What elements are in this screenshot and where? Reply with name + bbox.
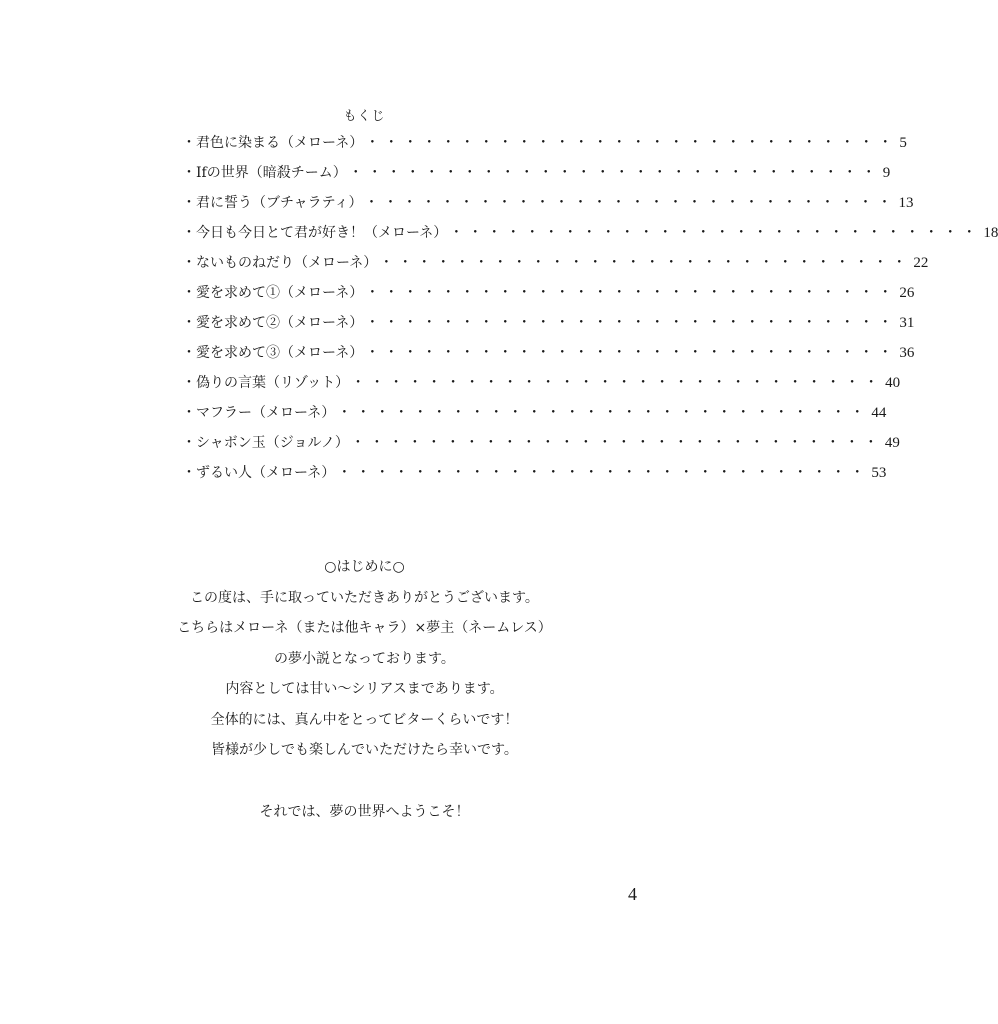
table-of-contents [182, 132, 998, 492]
toc-entry-page: 36 [899, 345, 915, 361]
toc-entry-page: 49 [884, 435, 900, 451]
page-number: 4 [628, 884, 637, 904]
toc-entry-page: 13 [898, 195, 914, 211]
intro-paragraph-line: こちらはメローネ（または他キャラ）×夢主（ネームレス） [177, 620, 552, 636]
toc-dot-leader: ・・・・・・・・・・・・・・・・・・・・・・・・・・・・ [348, 165, 881, 181]
intro-paragraph-line: 皆様が少しでも楽しんでいただけたら幸いです。 [211, 742, 518, 758]
intro-heading: ○はじめに○ [324, 559, 405, 575]
toc-entry-title: ・君色に染まる（メローネ） [182, 135, 364, 151]
toc-dot-leader: ・・・・・・・・・・・・・・・・・・・・・・・・・・・・ [379, 255, 912, 271]
intro-paragraph-line: この度は、手に取っていただきありがとうございます。 [190, 589, 539, 606]
toc-entry-title: ・Ifの世界（暗殺チーム） [182, 165, 347, 181]
toc-entry-page: 22 [913, 255, 929, 271]
toc-entry-title: ・ないものねだり（メローネ） [182, 255, 378, 271]
toc-entry [182, 222, 998, 252]
toc-entry [182, 462, 887, 492]
toc-entry [182, 432, 900, 462]
toc-entry [182, 372, 901, 402]
intro-closing-line: それでは、夢の世界へようこそ！ [259, 803, 470, 820]
toc-dot-leader: ・・・・・・・・・・・・・・・・・・・・・・・・・・・・ [364, 195, 897, 211]
intro-paragraph-line: 内容としては甘い〜シリアスまであります。 [225, 681, 504, 697]
toc-entry-title: ・偽りの言葉（リゾット） [182, 375, 350, 391]
toc-entry-page: 53 [871, 465, 887, 481]
toc-entry-title: ・シャボン玉（ジョルノ） [182, 435, 349, 451]
toc-entry-page: 18 [983, 225, 998, 241]
toc-dot-leader: ・・・・・・・・・・・・・・・・・・・・・・・・・・・・ [337, 465, 870, 481]
toc-dot-leader: ・・・・・・・・・・・・・・・・・・・・・・・・・・・・ [449, 225, 982, 241]
paragraph-spacer [0, 766, 729, 797]
introduction-section [0, 552, 729, 827]
intro-paragraph-line: 全体的には、真ん中をとってビターくらいです！ [210, 711, 519, 728]
toc-dot-leader: ・・・・・・・・・・・・・・・・・・・・・・・・・・・・ [351, 375, 884, 391]
toc-entry-page: 9 [882, 165, 891, 181]
toc-dot-leader: ・・・・・・・・・・・・・・・・・・・・・・・・・・・・ [337, 405, 870, 421]
toc-dot-leader: ・・・・・・・・・・・・・・・・・・・・・・・・・・・・ [350, 435, 883, 451]
toc-entry-title: ・愛を求めて②（メローネ） [182, 315, 364, 331]
toc-entry-page: 26 [899, 285, 915, 301]
toc-entry-title: ・今日も今日とて君が好き！（メローネ） [182, 225, 448, 241]
toc-dot-leader: ・・・・・・・・・・・・・・・・・・・・・・・・・・・・ [365, 135, 898, 151]
toc-dot-leader: ・・・・・・・・・・・・・・・・・・・・・・・・・・・・ [365, 285, 898, 301]
toc-entry-title: ・マフラー（メローネ） [182, 405, 336, 421]
toc-entry [182, 312, 915, 342]
toc-entry-page: 40 [885, 375, 901, 391]
toc-entry [182, 402, 887, 432]
toc-entry-title: ・愛を求めて①（メローネ） [182, 285, 364, 301]
toc-entry-title: ・愛を求めて③（メローネ） [182, 345, 364, 361]
toc-entry [182, 132, 907, 162]
toc-entry-title: ・ずるい人（メローネ） [182, 465, 336, 481]
toc-entry [182, 192, 914, 222]
toc-entry [182, 252, 929, 282]
toc-entry-title: ・君に誓う（ブチャラティ） [182, 195, 363, 211]
toc-dot-leader: ・・・・・・・・・・・・・・・・・・・・・・・・・・・・ [365, 315, 898, 331]
toc-dot-leader: ・・・・・・・・・・・・・・・・・・・・・・・・・・・・ [365, 345, 898, 361]
intro-paragraph-line: の夢小説となっております。 [274, 650, 455, 667]
toc-entry-page: 44 [871, 405, 887, 421]
toc-entry [182, 342, 915, 372]
toc-title: もくじ [343, 109, 386, 124]
toc-entry-page: 5 [899, 135, 907, 151]
toc-entry [182, 282, 915, 312]
toc-entry-page: 31 [899, 315, 915, 331]
toc-entry [182, 162, 891, 192]
